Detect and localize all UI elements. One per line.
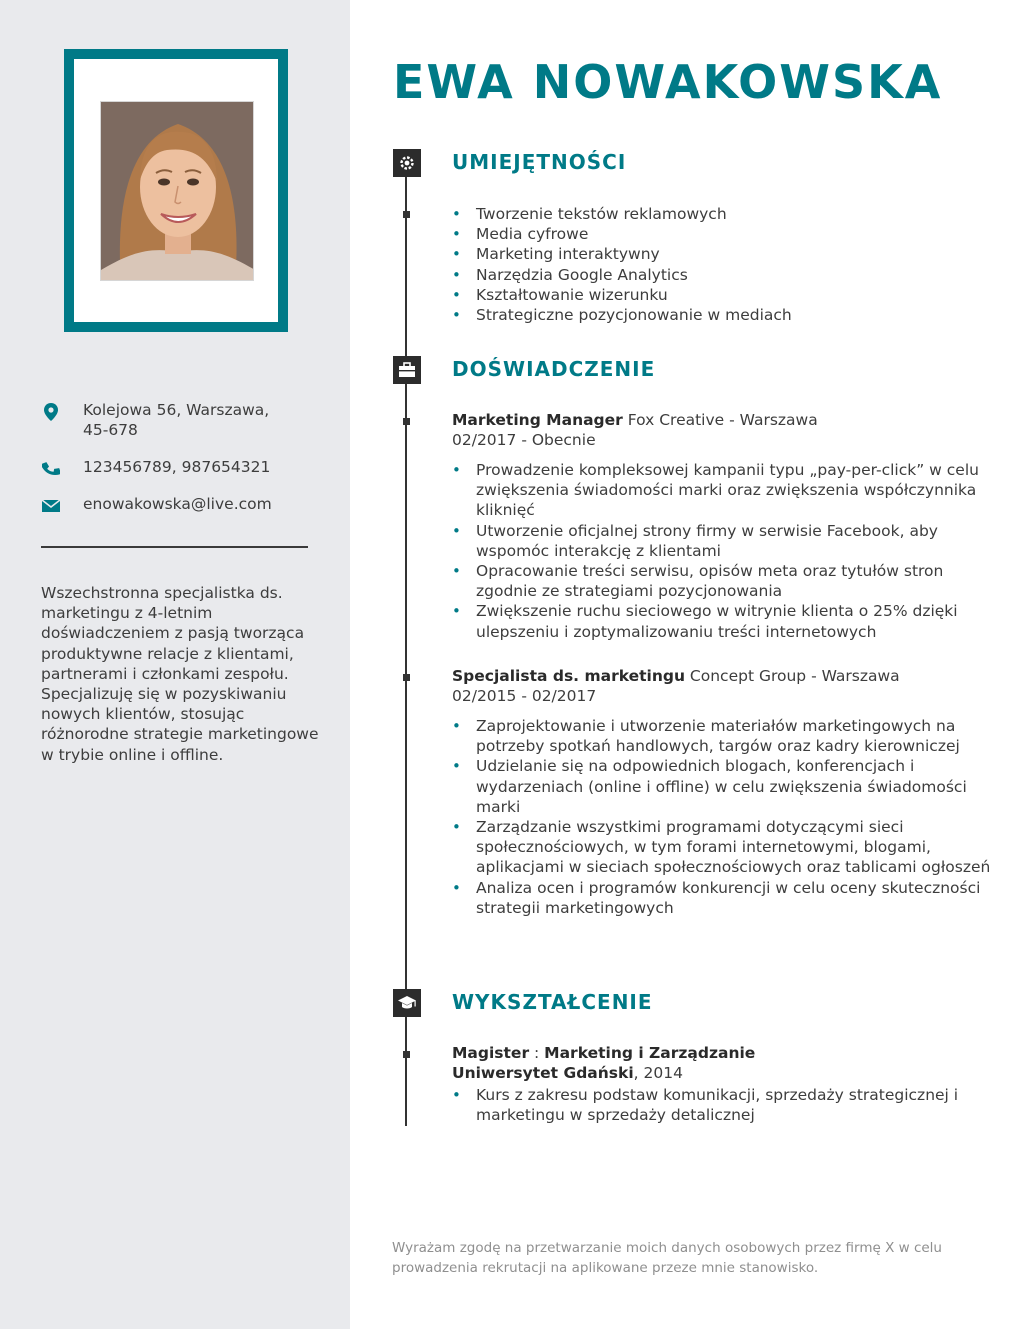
timeline-line — [405, 174, 407, 1126]
education-details-list — [452, 1085, 992, 1125]
school-name: Uniwersytet Gdański — [452, 1064, 634, 1083]
gear-icon — [393, 149, 421, 177]
job-dates: 02/2015 - 02/2017 — [452, 687, 597, 706]
contact-phone — [41, 457, 321, 479]
profile-photo — [100, 101, 254, 281]
timeline-marker — [403, 211, 410, 218]
list-item: • Zaprojektowanie i utworzenie materiałów marketingowych na potrzeby spotkań handlowych, targów oraz kadry kierowniczej — [452, 716, 992, 756]
contact-address — [41, 400, 321, 440]
education-section-title: WYKSZTAŁCENIE — [452, 990, 653, 1014]
education-header — [452, 1043, 1012, 1083]
timeline-marker — [403, 1051, 410, 1058]
contact-email — [41, 494, 321, 516]
list-item: • Zwiększenie ruchu sieciowego w witrynie klienta o 25% dzięki ulepszeniu i zoptymalizowaniu treści internetowych — [452, 601, 992, 641]
list-item: • Udzielanie się na odpowiednich blogach, konferencjach i wydarzeniach (online i offline) w celu zwiększenia świadomości marki — [452, 756, 992, 817]
profile-summary: Wszechstronna specjalistka ds. marketingu z 4-letnim doświadczeniem z pasją tworząca produktywne relacje z klientami, partnerami i członkami zespołu. Specjalizuję się w pozyskiwaniu nowych klientów, stosując różnorodne strategie marketingowe w trybie online i offline. — [41, 584, 319, 764]
timeline-marker — [403, 674, 410, 681]
candidate-name: EWA NOWAKOWSKA — [393, 55, 943, 109]
job-duties-list — [452, 460, 992, 642]
graduation-year: , 2014 — [633, 1064, 683, 1083]
list-item: • Media cyfrowe — [452, 224, 992, 244]
field-of-study: Marketing i Zarządzanie — [544, 1044, 756, 1062]
address-line-2: 45-678 — [83, 421, 138, 439]
address-line-1: Kolejowa 56, Warszawa, — [83, 401, 270, 419]
job-position: Specjalista ds. marketingu — [452, 667, 685, 685]
list-item: • Zarządzanie wszystkimi programami dotyczącymi sieci społecznościowych, w tym forami internetowymi, blogami, aplikacjami w sieciach społecznościowych oraz tablicami ogłoszeń — [452, 817, 992, 878]
job-header — [452, 666, 1012, 706]
consent-footer: Wyrażam zgodę na przetwarzanie moich danych osobowych przez firmę X w celu prowadzenia rekrutacji na aplikowane przeze mnie stanowisko. — [392, 1240, 942, 1276]
list-item: • Kształtowanie wizerunku — [452, 285, 992, 305]
list-item: • Utworzenie oficjalnej strony firmy w serwisie Facebook, aby wspomóc interakcję z klientami — [452, 521, 992, 561]
list-item: • Prowadzenie kompleksowej kampanii typu „pay-per-click” w celu zwiększenia świadomości marki oraz zwiększenia współczynnika kliknięć — [452, 460, 992, 521]
timeline-marker — [403, 418, 410, 425]
list-item: • Narzędzia Google Analytics — [452, 265, 992, 285]
sidebar-divider — [41, 546, 308, 548]
main-content — [350, 0, 1026, 1329]
skills-list — [452, 204, 992, 325]
email-text: enowakowska@live.com — [83, 495, 272, 513]
list-item: • Analiza ocen i programów konkurencji w celu oceny skuteczności strategii marketingowych — [452, 878, 992, 918]
list-item: • Marketing interaktywny — [452, 244, 992, 264]
degree-separator: : — [529, 1044, 545, 1062]
experience-section-title: DOŚWIADCZENIE — [452, 357, 656, 381]
list-item: • Opracowanie treści serwisu, opisów meta oraz tytułów stron zgodnie ze strategiami pozycjonowania — [452, 561, 992, 601]
briefcase-icon — [393, 356, 421, 384]
location-pin-icon — [41, 402, 61, 422]
list-item: • Tworzenie tekstów reklamowych — [452, 204, 992, 224]
job-duties-list — [452, 716, 992, 918]
list-item: • Kurs z zakresu podstaw komunikacji, sprzedaży strategicznej i marketingu w sprzedaży detalicznej — [452, 1085, 992, 1125]
phone-icon — [41, 459, 61, 479]
photo-frame — [64, 49, 288, 332]
job-dates: 02/2017 - Obecnie — [452, 431, 596, 450]
job-company: Fox Creative - Warszawa — [622, 411, 818, 429]
envelope-icon — [41, 496, 61, 516]
sidebar — [0, 0, 350, 1329]
degree: Magister — [452, 1044, 530, 1062]
phone-text: 123456789, 987654321 — [83, 458, 271, 476]
job-position: Marketing Manager — [452, 411, 623, 429]
graduation-cap-icon — [393, 989, 421, 1017]
job-header — [452, 410, 1012, 450]
skills-section-title: UMIEJĘTNOŚCI — [452, 150, 627, 174]
list-item: • Strategiczne pozycjonowanie w mediach — [452, 305, 992, 325]
job-company: Concept Group - Warszawa — [685, 667, 900, 685]
